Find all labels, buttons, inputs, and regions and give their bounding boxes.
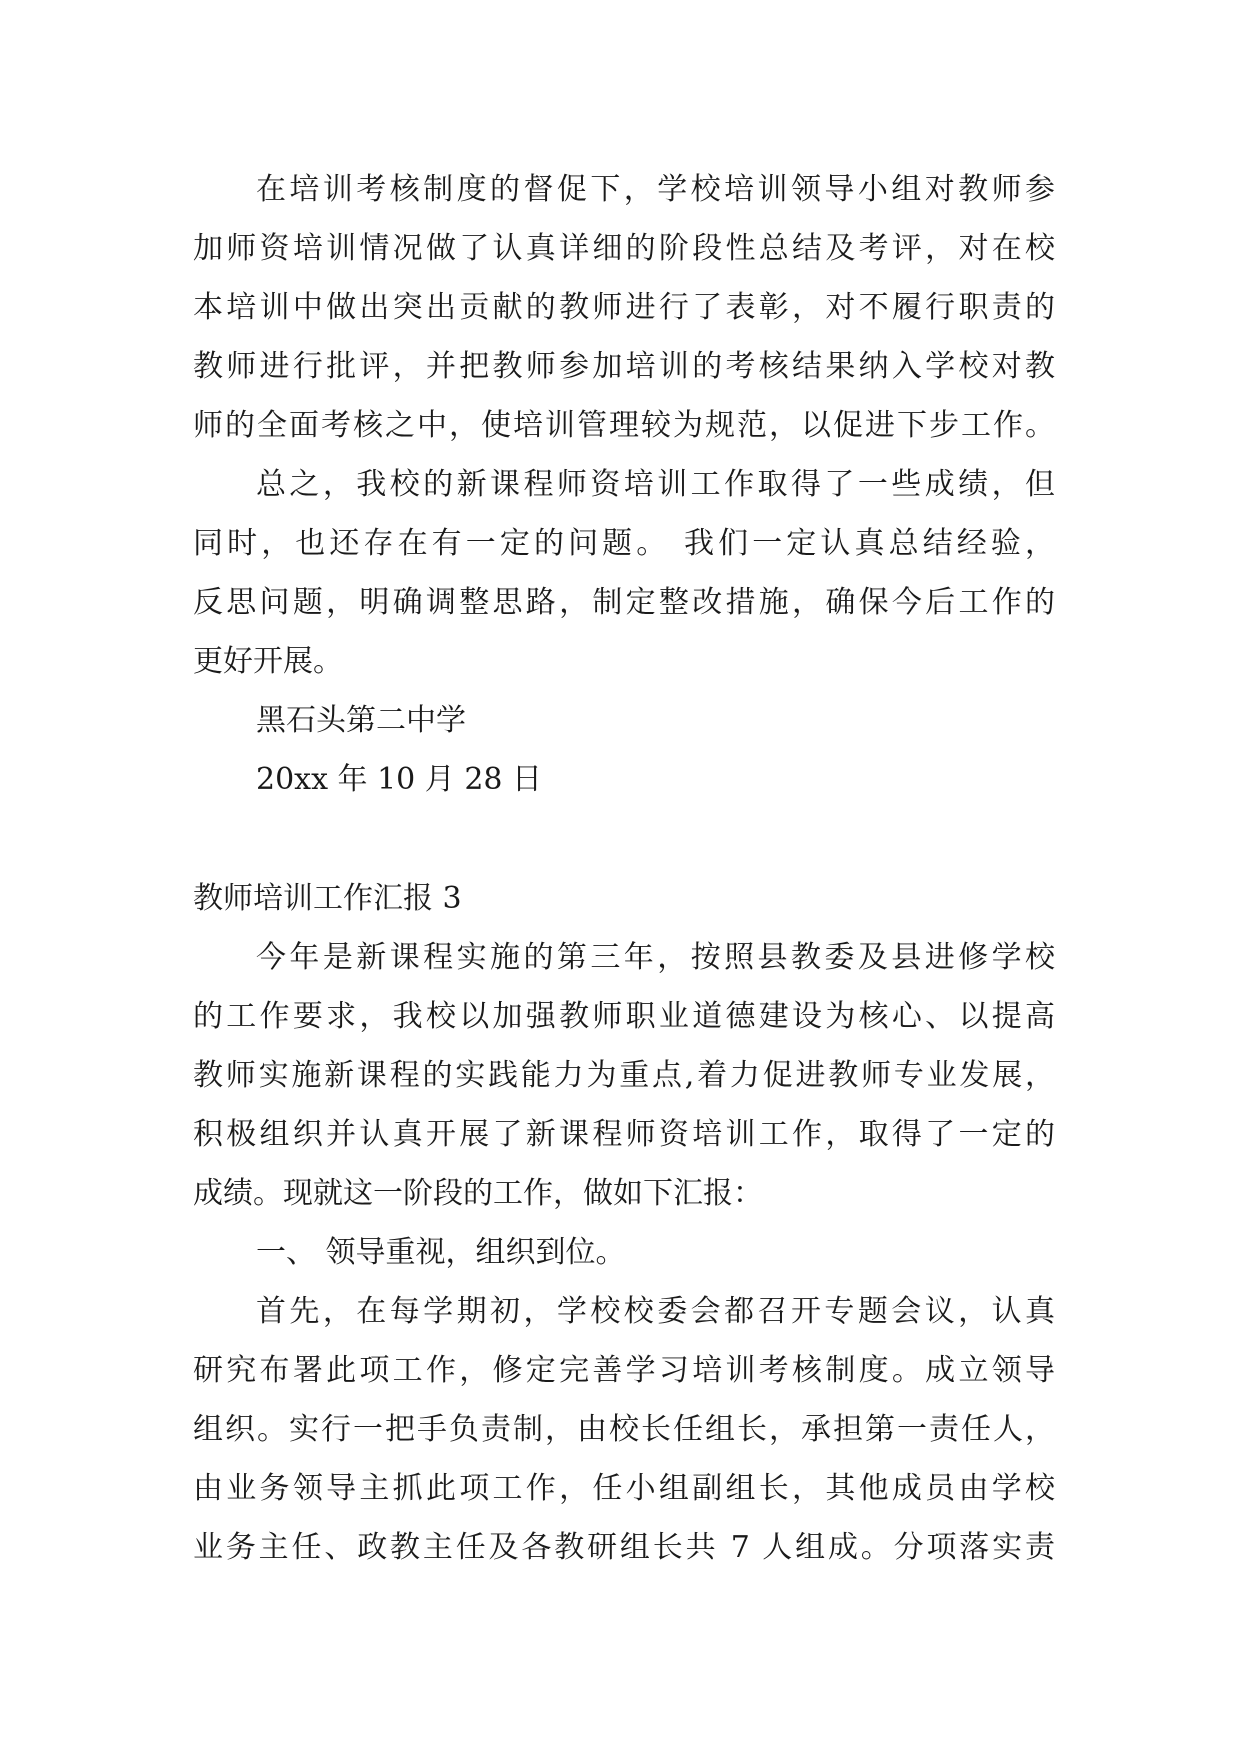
paragraph-assessment: [193, 160, 1055, 455]
text-line: 的工作要求，我校以加强教师职业道德建设为核心、以提高: [193, 999, 1055, 1034]
text-line: 加师资培训情况做了认真详细的阶段性总结及考评，对在校: [193, 231, 1055, 266]
subheading-leadership: [193, 1223, 1055, 1282]
signature-block: [193, 691, 1055, 809]
text-line: 同时，也还存在有一定的问题。 我们一定认真总结经验，: [193, 526, 1055, 561]
text-line: 教师进行批评，并把教师参加培训的考核结果纳入学校对教: [193, 349, 1055, 384]
text-line: 本培训中做出突出贡献的教师进行了表彰，对不履行职责的: [193, 290, 1055, 325]
text-line: 由业务领导主抓此项工作，任小组副组长，其他成员由学校: [193, 1471, 1055, 1506]
document-page: [193, 160, 1055, 1577]
text-line: 反思问题，明确调整思路，制定整改措施，确保今后工作的: [193, 585, 1055, 620]
section-title: 教师培训工作汇报 3: [193, 881, 462, 916]
signature-date: 20xx 年 10 月 28 日: [256, 762, 543, 797]
paragraph-summary: [193, 455, 1055, 691]
text-line: 师的全面考核之中，使培训管理较为规范，以促进下步工作。: [193, 408, 1055, 443]
school-name: 黑石头第二中学: [256, 703, 466, 738]
text-line: 研究布署此项工作，修定完善学习培训考核制度。成立领导: [193, 1353, 1055, 1388]
paragraph-leadership: [193, 1282, 1055, 1577]
text-line: 业务主任、政教主任及各教研组长共 7 人组成。分项落实责: [193, 1530, 1055, 1565]
text-line: 在培训考核制度的督促下，学校培训领导小组对教师参: [256, 172, 1055, 207]
text-line: 积极组织并认真开展了新课程师资培训工作，取得了一定的: [193, 1117, 1055, 1152]
text-line: 更好开展。: [193, 644, 343, 679]
text-line: 组织。实行一把手负责制，由校长任组长，承担第一责任人，: [193, 1412, 1055, 1447]
text-line: 总之，我校的新课程师资培训工作取得了一些成绩，但: [256, 467, 1055, 502]
text-line: 首先，在每学期初，学校校委会都召开专题会议，认真: [256, 1294, 1055, 1329]
text-line: 成绩。现就这一阶段的工作，做如下汇报：: [193, 1176, 763, 1211]
subheading-text: 一、 领导重视，组织到位。: [256, 1235, 626, 1270]
section-gap: [193, 809, 1055, 869]
text-line: 今年是新课程实施的第三年，按照县教委及县进修学校: [256, 940, 1055, 975]
text-line: 教师实施新课程的实践能力为重点,着力促进教师专业发展，: [193, 1058, 1055, 1093]
paragraph-intro: [193, 928, 1055, 1223]
